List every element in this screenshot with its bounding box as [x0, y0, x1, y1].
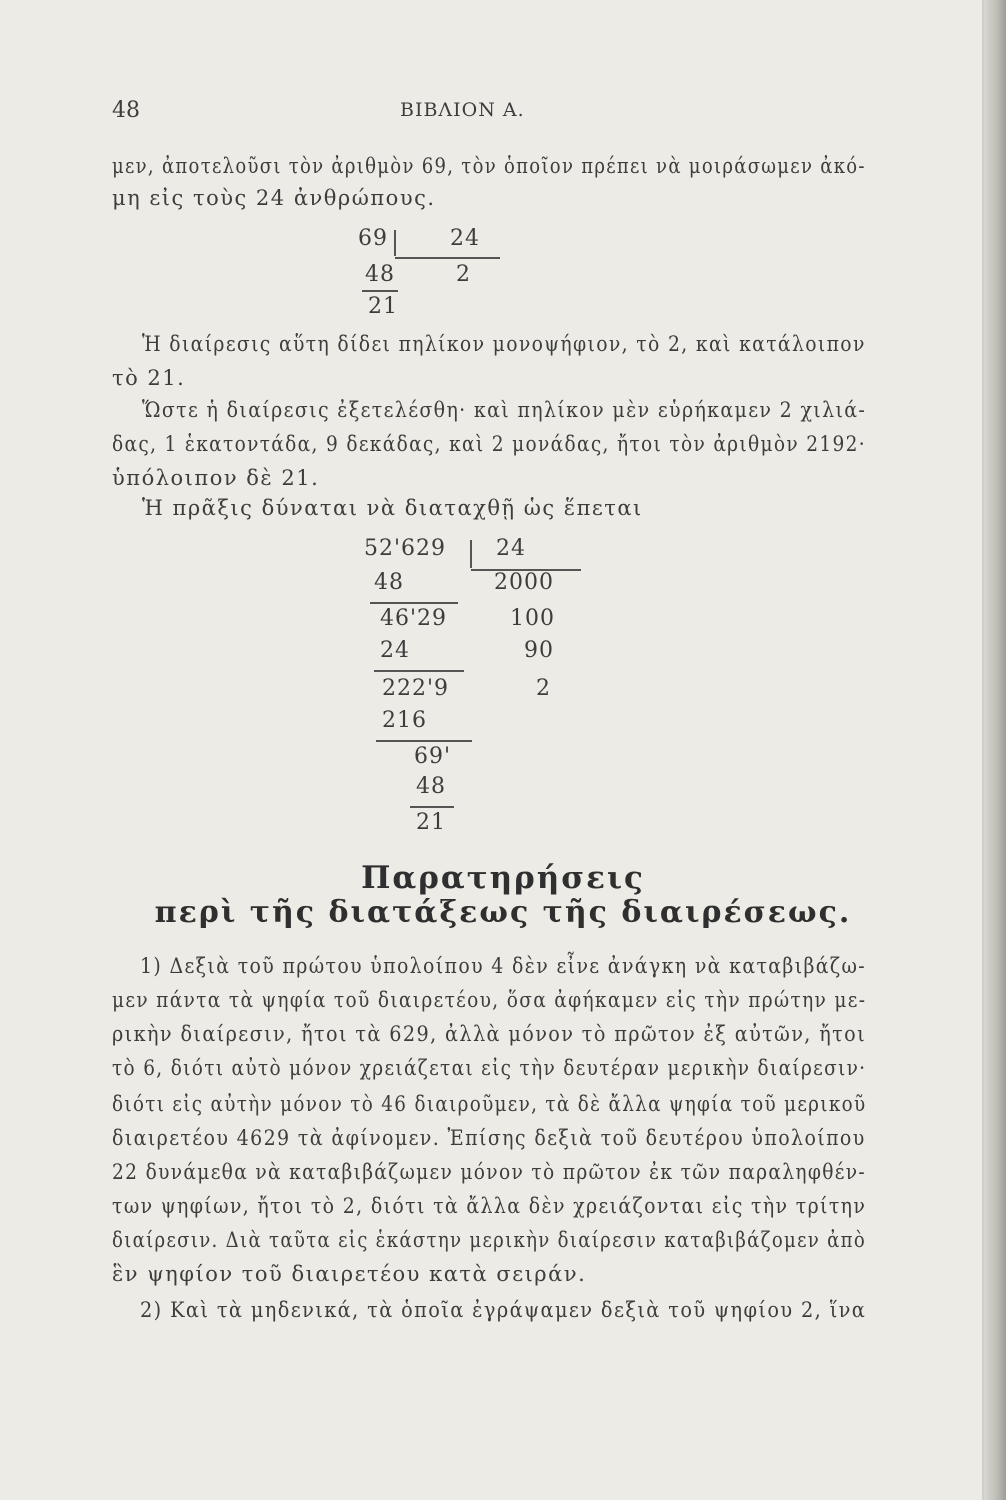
- div1-remainder: 21: [368, 294, 398, 319]
- note-line: 22 δυνάμεθα νὰ καταβιβάζωμεν μόνον τὸ πρῶτον ἐκ τῶν παραληφθέν-: [112, 1160, 866, 1184]
- div2-quotient-part: 2: [536, 676, 551, 701]
- note-line: ἓν ψηφίον τοῦ διαιρετέου κατὰ σειράν.: [112, 1262, 587, 1286]
- div2-subtraction-rule: [370, 602, 458, 604]
- text-line: ὑπόλοιπον δὲ 21.: [112, 466, 320, 490]
- div2-remainder: 21: [416, 810, 446, 835]
- note-line: των ψηφίων, ἤτοι τὸ 2, διότι τὰ ἄλλα δὲν χρειάζονται εἰς τὴν τρίτην: [112, 1194, 867, 1218]
- text-line: Ἡ πρᾶξις δύναται νὰ διαταχθῇ ὡς ἕπεται: [142, 496, 643, 520]
- note-line: διαίρεσιν. Διὰ ταῦτα εἰς ἑκάστην μερικὴν διαίρεσιν καταβιβάζομεν ἀπὸ: [112, 1228, 867, 1252]
- div2-step: 216: [382, 708, 427, 733]
- div1-vertical-bar: [394, 230, 396, 256]
- div2-subtraction-rule: [410, 806, 454, 808]
- text-line: Ἡ διαίρεσις αὕτη δίδει πηλίκον μονοψήφιον, τὸ 2, καὶ κατάλοιπον: [142, 332, 866, 356]
- text-line: μη εἰς τοὺς 24 ἀνθρώπους.: [112, 186, 436, 210]
- div1-dividend: 69: [358, 226, 388, 251]
- div1-divisor-rule: [395, 257, 500, 259]
- note-line: μεν πάντα τὰ ψηφία τοῦ διαιρετέου, ὅσα ἀφήκαμεν εἰς τὴν πρώτην με-: [112, 988, 867, 1012]
- div2-quotient-part: 2000: [494, 570, 554, 595]
- page-edge: [984, 0, 1006, 1500]
- note-line: διότι εἰς αὐτὴν μόνον τὸ 46 διαιροῦμεν, τὰ δὲ ἄλλα ψηφία τοῦ μερικοῦ: [112, 1092, 867, 1116]
- text-line: Ὥστε ἡ διαίρεσις ἐξετελέσθη· καὶ πηλίκον μὲν εὑρήκαμεν 2 χιλιά-: [142, 398, 867, 422]
- section-heading: Παρατηρήσεις: [361, 860, 645, 896]
- div2-step: 69': [414, 744, 452, 769]
- note-line: διαιρετέου 4629 τὰ ἀφίνομεν. Ἐπίσης δεξιὰ τοῦ δευτέρου ὑπολοίπου: [112, 1126, 866, 1150]
- text-line: μεν, ἀποτελοῦσι τὸν ἀριθμὸν 69, τὸν ὁποῖον πρέπει νὰ μοιράσωμεν ἀκό-: [112, 154, 866, 178]
- div2-step: 48: [416, 774, 446, 799]
- div1-subtraction-rule: [362, 290, 398, 292]
- running-header: ΒΙΒΛΙΟΝ Α.: [400, 99, 525, 121]
- div2-quotient-part: 90: [524, 638, 554, 663]
- note-line: 2) Καὶ τὰ μηδενικά, τὰ ὁποῖα ἐγράψαμεν δεξιὰ τοῦ ψηφίου 2, ἵνα: [140, 1298, 867, 1322]
- div2-step: 46'29: [380, 606, 448, 631]
- div2-step: 48: [374, 570, 404, 595]
- div1-divisor: 24: [450, 226, 480, 251]
- div2-subtraction-rule: [376, 740, 472, 742]
- div2-dividend: 52'629: [364, 536, 447, 561]
- div2-subtraction-rule: [374, 670, 464, 672]
- div2-step: 24: [380, 638, 410, 663]
- note-line: ρικὴν διαίρεσιν, ἤτοι τὰ 629, ἀλλὰ μόνον τὸ πρῶτον ἐξ αὐτῶν, ἤτοι: [112, 1022, 867, 1046]
- note-line: τὸ 6, διότι αὐτὸ μόνον χρειάζεται εἰς τὴν δευτέραν μερικὴν διαίρεσιν·: [112, 1056, 867, 1080]
- div2-vertical-bar: [470, 540, 472, 568]
- div2-step: 222'9: [382, 676, 450, 701]
- div2-divisor: 24: [496, 536, 526, 561]
- section-subheading: περὶ τῆς διατάξεως τῆς διαιρέσεως.: [154, 895, 852, 930]
- text-line: δας, 1 ἑκατοντάδα, 9 δεκάδας, καὶ 2 μονάδας, ἤτοι τὸν ἀριθμὸν 2192·: [112, 432, 867, 456]
- div1-product: 48: [365, 262, 395, 287]
- div2-quotient-part: 100: [510, 606, 555, 631]
- div1-quotient: 2: [456, 262, 471, 287]
- text-line: τὸ 21.: [112, 366, 186, 390]
- note-line: 1) Δεξιὰ τοῦ πρώτου ὑπολοίπου 4 δὲν εἶνε ἀνάγκη νὰ καταβιβάζω-: [140, 954, 867, 978]
- page-number: 48: [112, 98, 140, 123]
